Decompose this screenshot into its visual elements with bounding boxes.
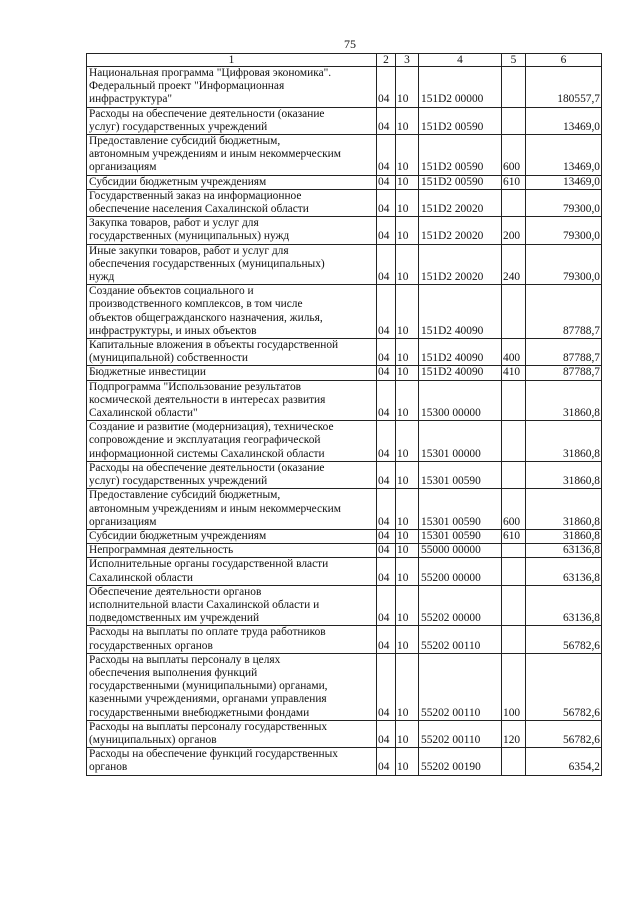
column-header: 6: [526, 54, 602, 67]
expense-type-code: [502, 585, 526, 626]
item-name: Предоставление субсидий бюджетным, автономным учреждениям и иным некоммерческим организациям: [87, 135, 377, 176]
section-code: 04: [377, 421, 396, 462]
table-row: [87, 135, 602, 176]
item-name: Бюджетные инвестиции: [87, 366, 377, 380]
expense-type-code: [502, 461, 526, 488]
item-name: Расходы на выплаты персоналу государственных (муниципальных) органов: [87, 720, 377, 747]
item-name: Субсидии бюджетным учреждениям: [87, 175, 377, 189]
amount: 56782,6: [526, 720, 602, 747]
table-row: [87, 626, 602, 653]
table-row: [87, 366, 602, 380]
target-article-code: 55202 00110: [419, 653, 502, 720]
column-header: 2: [377, 54, 396, 67]
subsection-code: 10: [396, 421, 419, 462]
item-name: Расходы на выплаты персоналу в целях обеспечения выполнения функций государственными (муниципальными) органами, казенными учреждениями, органами управления государственными внебюджетными фондами: [87, 653, 377, 720]
section-code: 04: [377, 285, 396, 339]
table-row: [87, 217, 602, 244]
expense-type-code: 610: [502, 529, 526, 543]
amount: 63136,8: [526, 585, 602, 626]
target-article-code: 15301 00590: [419, 529, 502, 543]
amount: 79300,0: [526, 244, 602, 285]
expense-type-code: 410: [502, 366, 526, 380]
section-code: 04: [377, 720, 396, 747]
section-code: 04: [377, 529, 396, 543]
table-row: [87, 461, 602, 488]
expense-type-code: [502, 285, 526, 339]
target-article-code: 151D2 00590: [419, 135, 502, 176]
table-row: [87, 585, 602, 626]
target-article-code: 151D2 20020: [419, 217, 502, 244]
expense-type-code: [502, 421, 526, 462]
table-row: [87, 175, 602, 189]
amount: 13469,0: [526, 107, 602, 134]
amount: 79300,0: [526, 189, 602, 216]
table-row: [87, 489, 602, 530]
section-code: 04: [377, 175, 396, 189]
section-code: 04: [377, 244, 396, 285]
column-header: 1: [87, 54, 377, 67]
subsection-code: 10: [396, 67, 419, 108]
amount: 56782,6: [526, 653, 602, 720]
expense-type-code: [502, 558, 526, 585]
subsection-code: 10: [396, 720, 419, 747]
amount: 31860,8: [526, 461, 602, 488]
amount: 31860,8: [526, 421, 602, 462]
section-code: 04: [377, 558, 396, 585]
amount: 56782,6: [526, 626, 602, 653]
item-name: Расходы на обеспечение деятельности (оказание услуг) государственных учреждений: [87, 461, 377, 488]
section-code: 04: [377, 748, 396, 775]
item-name: Закупка товаров, работ и услуг для государственных (муниципальных) нужд: [87, 217, 377, 244]
section-code: 04: [377, 366, 396, 380]
expense-type-code: 400: [502, 339, 526, 366]
subsection-code: 10: [396, 653, 419, 720]
table-row: [87, 107, 602, 134]
item-name: Расходы на обеспечение деятельности (оказание услуг) государственных учреждений: [87, 107, 377, 134]
subsection-code: 10: [396, 489, 419, 530]
table-row: [87, 544, 602, 558]
table-row: [87, 421, 602, 462]
expense-type-code: [502, 189, 526, 216]
target-article-code: 151D2 40090: [419, 366, 502, 380]
table-row: [87, 653, 602, 720]
amount: 87788,7: [526, 339, 602, 366]
target-article-code: 15301 00000: [419, 421, 502, 462]
expense-type-code: [502, 380, 526, 421]
subsection-code: 10: [396, 748, 419, 775]
subsection-code: 10: [396, 529, 419, 543]
target-article-code: 151D2 00590: [419, 107, 502, 134]
section-code: 04: [377, 653, 396, 720]
expense-type-code: 600: [502, 489, 526, 530]
amount: 31860,8: [526, 380, 602, 421]
expense-type-code: 240: [502, 244, 526, 285]
subsection-code: 10: [396, 626, 419, 653]
target-article-code: 151D2 00000: [419, 67, 502, 108]
table-row: [87, 720, 602, 747]
amount: 6354,2: [526, 748, 602, 775]
item-name: Исполнительные органы государственной власти Сахалинской области: [87, 558, 377, 585]
item-name: Непрограммная деятельность: [87, 544, 377, 558]
item-name: Иные закупки товаров, работ и услуг для обеспечения государственных (муниципальных) нужд: [87, 244, 377, 285]
amount: 87788,7: [526, 285, 602, 339]
subsection-code: 10: [396, 135, 419, 176]
subsection-code: 10: [396, 285, 419, 339]
subsection-code: 10: [396, 461, 419, 488]
item-name: Обеспечение деятельности органов исполнительной власти Сахалинской области и подведомственных им учреждений: [87, 585, 377, 626]
target-article-code: 55202 00110: [419, 626, 502, 653]
section-code: 04: [377, 461, 396, 488]
item-name: Предоставление субсидий бюджетным, автономным учреждениям и иным некоммерческим организациям: [87, 489, 377, 530]
column-header: 5: [502, 54, 526, 67]
table-row: [87, 244, 602, 285]
target-article-code: 151D2 00590: [419, 175, 502, 189]
target-article-code: 151D2 40090: [419, 285, 502, 339]
item-name: Создание и развитие (модернизация), техническое сопровождение и эксплуатация географической информационной системы Сахалинской области: [87, 421, 377, 462]
item-name: Государственный заказ на информационное обеспечение населения Сахалинской области: [87, 189, 377, 216]
budget-table: [86, 53, 602, 776]
amount: 79300,0: [526, 217, 602, 244]
target-article-code: 151D2 20020: [419, 244, 502, 285]
table-body: [87, 67, 602, 776]
subsection-code: 10: [396, 544, 419, 558]
table-row: [87, 529, 602, 543]
amount: 63136,8: [526, 558, 602, 585]
item-name: Национальная программа "Цифровая экономика". Федеральный проект "Информационная инфраструктура": [87, 67, 377, 108]
subsection-code: 10: [396, 175, 419, 189]
table-row: [87, 380, 602, 421]
expense-type-code: 100: [502, 653, 526, 720]
table-row: [87, 67, 602, 108]
section-code: 04: [377, 217, 396, 244]
section-code: 04: [377, 544, 396, 558]
amount: 31860,8: [526, 529, 602, 543]
amount: 63136,8: [526, 544, 602, 558]
target-article-code: 55202 00000: [419, 585, 502, 626]
amount: 180557,7: [526, 67, 602, 108]
target-article-code: 15301 00590: [419, 489, 502, 530]
amount: 31860,8: [526, 489, 602, 530]
table-row: [87, 189, 602, 216]
target-article-code: 15301 00590: [419, 461, 502, 488]
target-article-code: 15300 00000: [419, 380, 502, 421]
expense-type-code: [502, 748, 526, 775]
item-name: Расходы на выплаты по оплате труда работников государственных органов: [87, 626, 377, 653]
subsection-code: 10: [396, 107, 419, 134]
item-name: Создание объектов социального и производственного комплексов, в том числе объектов общегражданского назначения, жилья, инфраструктуры, и иных объектов: [87, 285, 377, 339]
subsection-code: 10: [396, 339, 419, 366]
subsection-code: 10: [396, 380, 419, 421]
subsection-code: 10: [396, 217, 419, 244]
expense-type-code: 600: [502, 135, 526, 176]
target-article-code: 151D2 40090: [419, 339, 502, 366]
subsection-code: 10: [396, 366, 419, 380]
page-number: 75: [344, 37, 356, 51]
section-code: 04: [377, 626, 396, 653]
table-header-row: [87, 54, 602, 67]
section-code: 04: [377, 585, 396, 626]
expense-type-code: 120: [502, 720, 526, 747]
expense-type-code: [502, 107, 526, 134]
table-row: [87, 748, 602, 775]
item-name: Субсидии бюджетным учреждениям: [87, 529, 377, 543]
subsection-code: 10: [396, 189, 419, 216]
section-code: 04: [377, 380, 396, 421]
table-row: [87, 339, 602, 366]
target-article-code: 55202 00190: [419, 748, 502, 775]
section-code: 04: [377, 189, 396, 216]
section-code: 04: [377, 135, 396, 176]
amount: 87788,7: [526, 366, 602, 380]
target-article-code: 55000 00000: [419, 544, 502, 558]
column-header: 3: [396, 54, 419, 67]
expense-type-code: [502, 67, 526, 108]
expense-type-code: [502, 544, 526, 558]
amount: 13469,0: [526, 135, 602, 176]
section-code: 04: [377, 67, 396, 108]
subsection-code: 10: [396, 244, 419, 285]
section-code: 04: [377, 107, 396, 134]
column-header: 4: [419, 54, 502, 67]
expense-type-code: 610: [502, 175, 526, 189]
expense-type-code: 200: [502, 217, 526, 244]
subsection-code: 10: [396, 585, 419, 626]
item-name: Капитальные вложения в объекты государственной (муниципальной) собственности: [87, 339, 377, 366]
section-code: 04: [377, 489, 396, 530]
subsection-code: 10: [396, 558, 419, 585]
item-name: Расходы на обеспечение функций государственных органов: [87, 748, 377, 775]
target-article-code: 151D2 20020: [419, 189, 502, 216]
section-code: 04: [377, 339, 396, 366]
table-row: [87, 285, 602, 339]
target-article-code: 55200 00000: [419, 558, 502, 585]
expense-type-code: [502, 626, 526, 653]
amount: 13469,0: [526, 175, 602, 189]
table-row: [87, 558, 602, 585]
item-name: Подпрограмма "Использование результатов космической деятельности в интересах развития Сахалинской области": [87, 380, 377, 421]
target-article-code: 55202 00110: [419, 720, 502, 747]
